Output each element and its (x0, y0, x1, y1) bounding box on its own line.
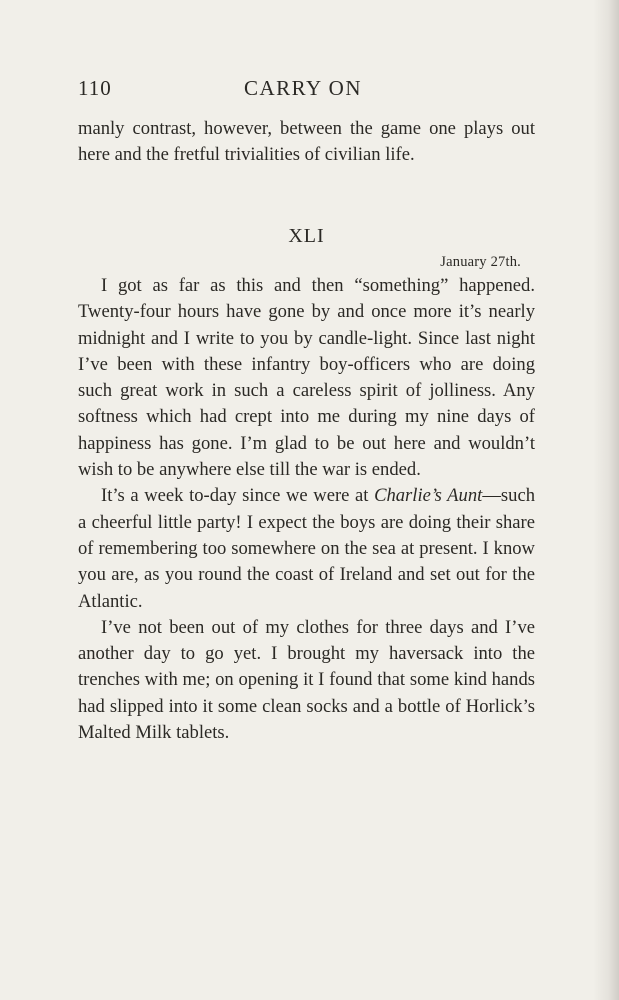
continued-paragraph: manly contrast, however, between the game one plays out here and the fretful trivialities of civilian life. (78, 118, 535, 166)
letter-body (78, 273, 535, 746)
section-heading: XLI (288, 225, 325, 247)
paragraph (78, 483, 535, 614)
page-number: 110 (78, 76, 112, 100)
running-title: CARRY ON (244, 76, 362, 100)
letter-date: January 27th. (440, 254, 521, 270)
page-edge-shadow (593, 0, 619, 1000)
paragraph: I’ve not been out of my clothes for three days and I’ve another day to go yet. I brought my haversack into the trenches with me; on opening it I found that some kind hands had slipped into it some clean socks and a bottle of Horlick’s Malted Milk tablets. (78, 616, 535, 744)
play-title: Charlie’s Aunt (374, 485, 483, 507)
running-head (78, 76, 535, 102)
paragraph-text: It’s a week to-day since we were at (101, 485, 375, 507)
paragraph: I got as far as this and then “something” happened. Twenty-four hours have gone by and once more it’s nearly midnight and I write to you by candle-light. Since last night I’ve been with these infantry boy-officers who are doing such great work in such a careless spirit of jolliness. Any softness which had crept into me during my nine days of happiness has gone. I’m glad to be out here and wouldn’t wish to be anywhere else till the war is ended. (78, 275, 535, 481)
paragraph-text: —such a cheerful little party! I expect the boys are doing their share of remembering too somewhere on the sea at present. I know you are, as you round the coast of Ireland and set out for the Atlantic. (78, 485, 535, 612)
